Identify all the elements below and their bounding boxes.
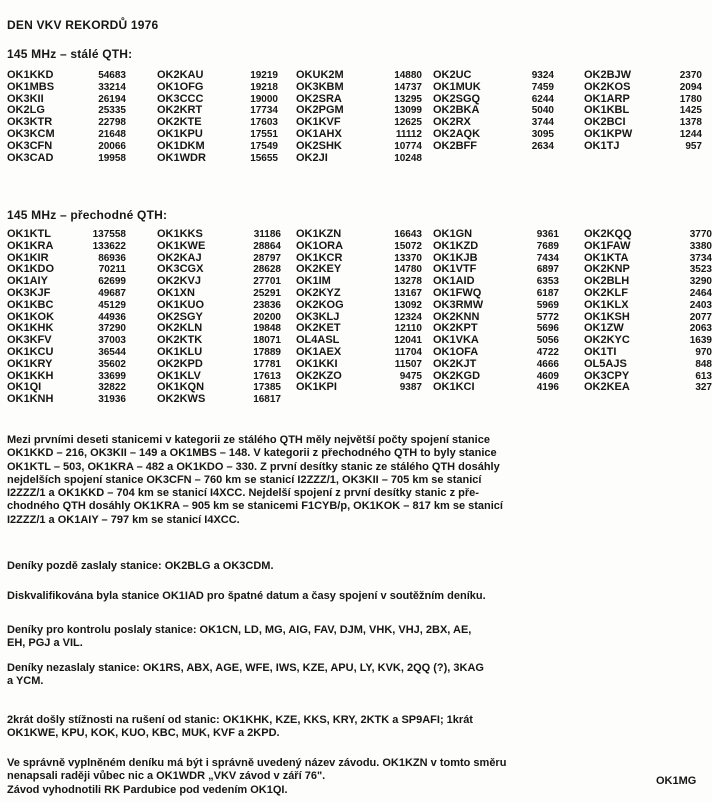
score: 11507	[394, 358, 422, 370]
score: 25335	[98, 105, 126, 117]
score: 15655	[250, 152, 278, 164]
callsign: OK1KKH	[7, 369, 54, 382]
score: 10774	[394, 140, 422, 152]
result-row	[584, 288, 712, 300]
callsign: OK3CAD	[7, 151, 54, 164]
result-row	[7, 82, 126, 94]
score: 2403	[689, 299, 712, 311]
callsign: OK3KCM	[7, 127, 55, 140]
callsign: OK1KHK	[7, 322, 54, 335]
score: 327	[695, 382, 712, 394]
result-row	[433, 241, 559, 253]
score: 19218	[250, 81, 278, 93]
callsign: OK2KTK	[157, 334, 203, 347]
callsign: OK2LG	[7, 104, 45, 117]
result-row	[296, 347, 422, 359]
callsign: OK1XN	[157, 286, 195, 299]
score: 1378	[679, 117, 702, 129]
score: 2464	[689, 287, 712, 299]
score: 13295	[394, 93, 422, 105]
score: 13278	[394, 276, 422, 288]
results-table-prechodne	[0, 229, 712, 419]
score: 19848	[253, 323, 281, 335]
callsign: OK1KTL	[7, 228, 51, 240]
callsign: OK2KLF	[584, 286, 628, 299]
callsign: OK2SGY	[157, 310, 203, 323]
score: 970	[695, 346, 712, 358]
callsign: OK1AID	[433, 275, 475, 288]
score: 12110	[394, 323, 422, 335]
callsign: OK1AIY	[7, 275, 48, 288]
score: 13092	[394, 299, 422, 311]
score: 17603	[250, 117, 278, 129]
score: 3095	[531, 128, 554, 140]
score: 6187	[536, 287, 559, 299]
score: 4666	[536, 358, 559, 370]
callsign: OKUK2M	[296, 69, 344, 81]
callsign: OK1KBL	[584, 104, 630, 117]
score: 37290	[98, 323, 126, 335]
result-row	[7, 141, 126, 153]
callsign: OK2KTE	[157, 116, 202, 129]
callsign: OK1VKA	[433, 334, 479, 347]
paragraph-summary: Mezi prvními deseti stanicemi v kategorii ze stálého QTH měly největší počty spojení stanice OK1KKD – 216, OK3KII – 149 a OK1MBS – 148. V kategorii z přechodného QTH to byly stanice OK1KTL – 503, OK1KRA – 482 a OK1KDO – 330. Z první desítky stanic ze stálého QTH dosáhly nejdelších spojení stanice OK3CFN – 760 km se stanicí I2ZZZ/1, OK3KII – 705 km se stanicí I2ZZZ/1 a OK1KKD – 704 km se stanicí I4XCC. Nejdelší spojení z první desítky stanic z pře- chodného QTH dosáhly OK1KRA – 905 km se stanicemi F1CYB/p, OK1KOK – 817 km se stanicí I2ZZZ/1 a OK1AIY – 797 km se stanicí I4XCC.	[7, 434, 503, 526]
callsign: OK2KPD	[157, 357, 203, 370]
results-column	[157, 70, 278, 164]
result-row	[296, 129, 422, 141]
score: 33699	[98, 370, 126, 382]
score: 848	[695, 358, 712, 370]
result-row	[7, 359, 126, 371]
results-column	[7, 70, 126, 164]
callsign: OK2KVJ	[157, 275, 202, 288]
callsign: OK3CCC	[157, 92, 204, 105]
result-row	[7, 241, 126, 253]
callsign: OK2KOS	[584, 80, 631, 93]
result-row	[157, 347, 281, 359]
score: 31936	[98, 394, 126, 406]
callsign: OK1KIR	[7, 251, 49, 264]
score: 17889	[253, 346, 281, 358]
callsign: OK1KRY	[7, 357, 53, 370]
result-row	[7, 347, 126, 359]
result-row	[157, 288, 281, 300]
score: 9361	[536, 229, 559, 240]
score: 5772	[536, 311, 559, 323]
callsign: OK2PGM	[296, 104, 344, 117]
callsign: OK2SHK	[296, 139, 342, 152]
result-row	[433, 82, 554, 94]
callsign: OK3RMW	[433, 298, 484, 311]
results-table-stale	[0, 70, 712, 170]
callsign: OK1KZN	[296, 228, 342, 240]
callsign: OK1TJ	[584, 139, 620, 152]
score: 3770	[689, 229, 712, 240]
callsign: OK3KLJ	[296, 310, 340, 323]
callsign: OK2KOG	[296, 298, 344, 311]
callsign: OK1AEX	[296, 345, 342, 358]
score: 2063	[689, 323, 712, 335]
callsign: OL4ASL	[296, 334, 340, 347]
score: 6897	[536, 264, 559, 276]
score: 44936	[98, 311, 126, 323]
callsign: OK1ARP	[584, 92, 630, 105]
score: 19000	[250, 93, 278, 105]
callsign: OK1KLX	[584, 298, 629, 311]
result-row	[433, 129, 554, 141]
results-column	[296, 229, 422, 394]
result-row	[7, 288, 126, 300]
score: 957	[685, 140, 702, 152]
score: 3290	[689, 276, 712, 288]
result-row	[584, 129, 702, 141]
callsign: OK2KWS	[157, 393, 206, 406]
score: 2077	[689, 311, 712, 323]
result-row	[296, 141, 422, 153]
score: 5969	[536, 299, 559, 311]
callsign: OK2KAJ	[157, 251, 202, 264]
callsign: OK2KYZ	[296, 286, 341, 299]
result-row	[157, 141, 278, 153]
score: 17385	[253, 382, 281, 394]
score: 70211	[98, 264, 126, 276]
score: 28864	[253, 240, 281, 252]
callsign: OK1KVF	[296, 116, 341, 129]
result-row	[584, 359, 712, 371]
signature: OK1MG	[656, 775, 697, 787]
callsign: OK3CGX	[157, 263, 204, 276]
callsign: OK2BLH	[584, 275, 630, 288]
score: 25291	[253, 287, 281, 299]
callsign: OK1MUK	[433, 80, 481, 93]
score: 1780	[679, 93, 702, 105]
callsign: OK1KCI	[433, 381, 475, 394]
score: 15072	[394, 240, 422, 252]
callsign: OK1DKM	[157, 139, 205, 152]
results-column	[7, 229, 126, 406]
page-title: DEN VKV REKORDŮ 1976	[7, 18, 159, 32]
score: 86936	[98, 252, 126, 264]
score: 7689	[536, 240, 559, 252]
score: 36544	[98, 346, 126, 358]
section-heading-stale: 145 MHz – stálé QTH:	[7, 47, 133, 61]
callsign: OK1VTF	[433, 263, 477, 276]
result-row	[584, 300, 712, 312]
callsign: OK1KDO	[7, 263, 55, 276]
score: 13167	[394, 287, 422, 299]
score: 20200	[253, 311, 281, 323]
score: 1425	[679, 105, 702, 117]
score: 3734	[689, 252, 712, 264]
result-row	[7, 394, 126, 406]
score: 5696	[536, 323, 559, 335]
score: 17613	[253, 370, 281, 382]
callsign: OK1IM	[296, 275, 331, 288]
score: 20066	[98, 140, 126, 152]
callsign: OK3CFN	[7, 139, 53, 152]
callsign: OK2KET	[296, 322, 341, 335]
score: 54683	[98, 70, 126, 81]
section-heading-prechodne: 145 MHz – přechodné QTH:	[7, 208, 168, 222]
score: 21648	[98, 128, 126, 140]
score: 10248	[394, 152, 422, 164]
callsign: OK2SRA	[296, 92, 342, 105]
result-row	[296, 359, 422, 371]
result-row	[157, 82, 278, 94]
callsign: OK2RX	[433, 116, 471, 129]
callsign: OK1OFG	[157, 80, 204, 93]
score: 12625	[394, 117, 422, 129]
callsign: OK1KZD	[433, 239, 479, 252]
score: 5056	[536, 335, 559, 347]
score: 12324	[394, 311, 422, 323]
result-row	[296, 300, 422, 312]
callsign: OK1KCU	[7, 345, 54, 358]
result-row	[584, 82, 702, 94]
callsign: OK1KWE	[157, 239, 206, 252]
results-column	[433, 229, 559, 394]
result-row	[584, 141, 702, 153]
result-row	[157, 359, 281, 371]
callsign: OK1KKD	[7, 69, 54, 81]
callsign: OK1KBC	[7, 298, 54, 311]
score: 28797	[253, 252, 281, 264]
result-row	[433, 382, 559, 394]
score: 14780	[394, 264, 422, 276]
score: 23836	[253, 299, 281, 311]
score: 12041	[394, 335, 422, 347]
score: 4196	[536, 382, 559, 394]
callsign: OK1KUO	[157, 298, 205, 311]
callsign: OK2KGD	[433, 369, 481, 382]
results-column	[157, 229, 281, 406]
callsign: OK1KSH	[584, 310, 630, 323]
result-row	[296, 82, 422, 94]
callsign: OK2KLN	[157, 322, 203, 335]
callsign: OK1KPW	[584, 127, 633, 140]
results-column	[584, 229, 712, 394]
callsign: OK1ORA	[296, 239, 344, 252]
result-row	[157, 129, 278, 141]
results-column	[296, 70, 422, 164]
callsign: OK3KTR	[7, 116, 53, 129]
callsign: OK2UC	[433, 69, 472, 81]
score: 62699	[98, 276, 126, 288]
callsign: OK1KTA	[584, 251, 629, 264]
score: 35602	[98, 358, 126, 370]
score: 45129	[98, 299, 126, 311]
result-row	[433, 359, 559, 371]
callsign: OK2JI	[296, 151, 328, 164]
score: 14880	[394, 70, 422, 81]
score: 3380	[689, 240, 712, 252]
score: 5040	[531, 105, 554, 117]
callsign: OK2BKA	[433, 104, 480, 117]
callsign: OK2KEA	[584, 381, 630, 394]
score: 4722	[536, 346, 559, 358]
callsign: OK2KQQ	[584, 228, 632, 240]
callsign: OK2KRT	[157, 104, 203, 117]
paragraph-contest-name: Ve správně vyplněném deníku má být i správně uvedený název závodu. OK1KZN v tomto směru nenapsali raději vůbec nic a OK1WDR „VKV závod v září 76". Závod vyhodnotili RK Pardubice pod vedením OK1QI.	[7, 757, 507, 796]
results-column	[433, 70, 554, 153]
callsign: OK2KNP	[584, 263, 630, 276]
callsign: OK1KJB	[433, 251, 478, 264]
result-row	[433, 141, 554, 153]
callsign: OK2KAU	[157, 69, 204, 81]
score: 9324	[531, 70, 554, 81]
score: 19219	[250, 70, 278, 81]
score: 6353	[536, 276, 559, 288]
callsign: OK1AHX	[296, 127, 342, 140]
callsign: OK1ZW	[584, 322, 624, 335]
score: 137558	[92, 229, 126, 240]
score: 33214	[98, 81, 126, 93]
callsign: OK2KPT	[433, 322, 478, 335]
callsign: OK1KKI	[296, 357, 338, 370]
score: 16817	[253, 394, 281, 406]
callsign: OK1OFA	[433, 345, 479, 358]
result-row	[7, 153, 126, 165]
result-row	[296, 153, 422, 165]
score: 13099	[394, 105, 422, 117]
score: 17734	[250, 105, 278, 117]
callsign: OK1TI	[584, 345, 617, 358]
callsign: OK2AQK	[433, 127, 481, 140]
callsign: OK1FWQ	[433, 286, 482, 299]
callsign: OK2KEY	[296, 263, 342, 276]
result-row	[157, 300, 281, 312]
result-row	[433, 300, 559, 312]
result-row	[584, 382, 712, 394]
callsign: OK1WDR	[157, 151, 206, 164]
score: 4609	[536, 370, 559, 382]
callsign: OK1QI	[7, 381, 42, 394]
callsign: OK3KII	[7, 92, 44, 105]
score: 2094	[679, 81, 702, 93]
result-row	[157, 153, 278, 165]
score: 613	[695, 370, 712, 382]
callsign: OK3KBM	[296, 80, 344, 93]
result-row	[157, 394, 281, 406]
score: 2370	[679, 70, 702, 81]
callsign: OK1KPU	[157, 127, 203, 140]
score: 16643	[394, 229, 422, 240]
paragraph-late-logs: Deníky pozdě zaslaly stanice: OK2BLG a OK3CDM.	[7, 560, 274, 572]
callsign: OK2BJW	[584, 69, 632, 81]
score: 37003	[98, 335, 126, 347]
score: 19958	[98, 152, 126, 164]
callsign: OK1MBS	[7, 80, 55, 93]
callsign: OK1KOK	[7, 310, 55, 323]
callsign: OK1KKS	[157, 228, 203, 240]
score: 7459	[531, 81, 554, 93]
score: 2634	[531, 140, 554, 152]
score: 26194	[98, 93, 126, 105]
score: 22798	[98, 117, 126, 129]
paragraph-complaints: 2krát došly stížnosti na rušení od stanic: OK1KHK, KZE, KKS, KRY, 2KTK a SP9AFI; 1krát OK1KWE, KPU, KOK, KUO, KBC, MUK, KVF a 2KPD.	[7, 714, 473, 740]
callsign: OK2BFF	[433, 139, 477, 152]
callsign: OK2KNN	[433, 310, 480, 323]
score: 3523	[689, 264, 712, 276]
score: 9475	[399, 370, 422, 382]
callsign: OK1KPI	[296, 381, 337, 394]
score: 11112	[395, 128, 422, 140]
score: 17549	[250, 140, 278, 152]
score: 1244	[679, 128, 702, 140]
callsign: OK1KLV	[157, 369, 201, 382]
callsign: OL5AJS	[584, 357, 627, 370]
result-row	[433, 288, 559, 300]
callsign: OK1KRA	[7, 239, 54, 252]
score: 133622	[92, 240, 126, 252]
score: 27701	[253, 276, 281, 288]
results-column	[584, 70, 702, 153]
score: 32822	[98, 382, 126, 394]
callsign: OK1KQN	[157, 381, 205, 394]
result-row	[296, 382, 422, 394]
score: 6244	[531, 93, 554, 105]
result-row	[296, 288, 422, 300]
callsign: OK1KNH	[7, 393, 54, 406]
callsign: OK2BCI	[584, 116, 626, 129]
paragraph-missing-logs: Deníky nezaslaly stanice: OK1RS, ABX, AGE, WFE, IWS, KZE, APU, LY, KVK, 2QQ (?), 3KAG a YCM.	[7, 662, 484, 688]
score: 17781	[253, 358, 281, 370]
score: 3744	[531, 117, 554, 129]
callsign: OK1KLU	[157, 345, 203, 358]
result-row	[7, 129, 126, 141]
paragraph-disqualified: Diskvalifikována byla stanice OK1IAD pro špatné datum a časy spojení v soutěžním deníku.	[7, 590, 486, 602]
score: 13370	[394, 252, 422, 264]
callsign: OK1GN	[433, 228, 473, 240]
result-row	[7, 300, 126, 312]
result-row	[296, 241, 422, 253]
callsign: OK3CPY	[584, 369, 630, 382]
callsign: OK2SGQ	[433, 92, 481, 105]
score: 14737	[394, 81, 422, 93]
paragraph-check-logs: Deníky pro kontrolu poslaly stanice: OK1CN, LD, MG, AIG, FAV, DJM, VHK, VHJ, 2BX, AE, EH, PGJ a VIL.	[7, 624, 472, 650]
callsign: OK3KFV	[7, 334, 52, 347]
callsign: OK2KYC	[584, 334, 630, 347]
score: 11704	[394, 346, 422, 358]
score: 31186	[253, 229, 281, 240]
score: 17551	[250, 128, 278, 140]
callsign: OK1FAW	[584, 239, 631, 252]
result-row	[157, 241, 281, 253]
score: 9387	[399, 382, 422, 394]
result-row	[584, 347, 712, 359]
result-row	[584, 241, 712, 253]
score: 18071	[253, 335, 281, 347]
callsign: OK2KZO	[296, 369, 342, 382]
callsign: OK3KJF	[7, 286, 51, 299]
score: 1639	[689, 335, 712, 347]
result-row	[433, 347, 559, 359]
score: 49687	[98, 287, 126, 299]
score: 7434	[536, 252, 559, 264]
score: 28628	[253, 264, 281, 276]
callsign: OK2KJT	[433, 357, 477, 370]
callsign: OK1KCR	[296, 251, 343, 264]
